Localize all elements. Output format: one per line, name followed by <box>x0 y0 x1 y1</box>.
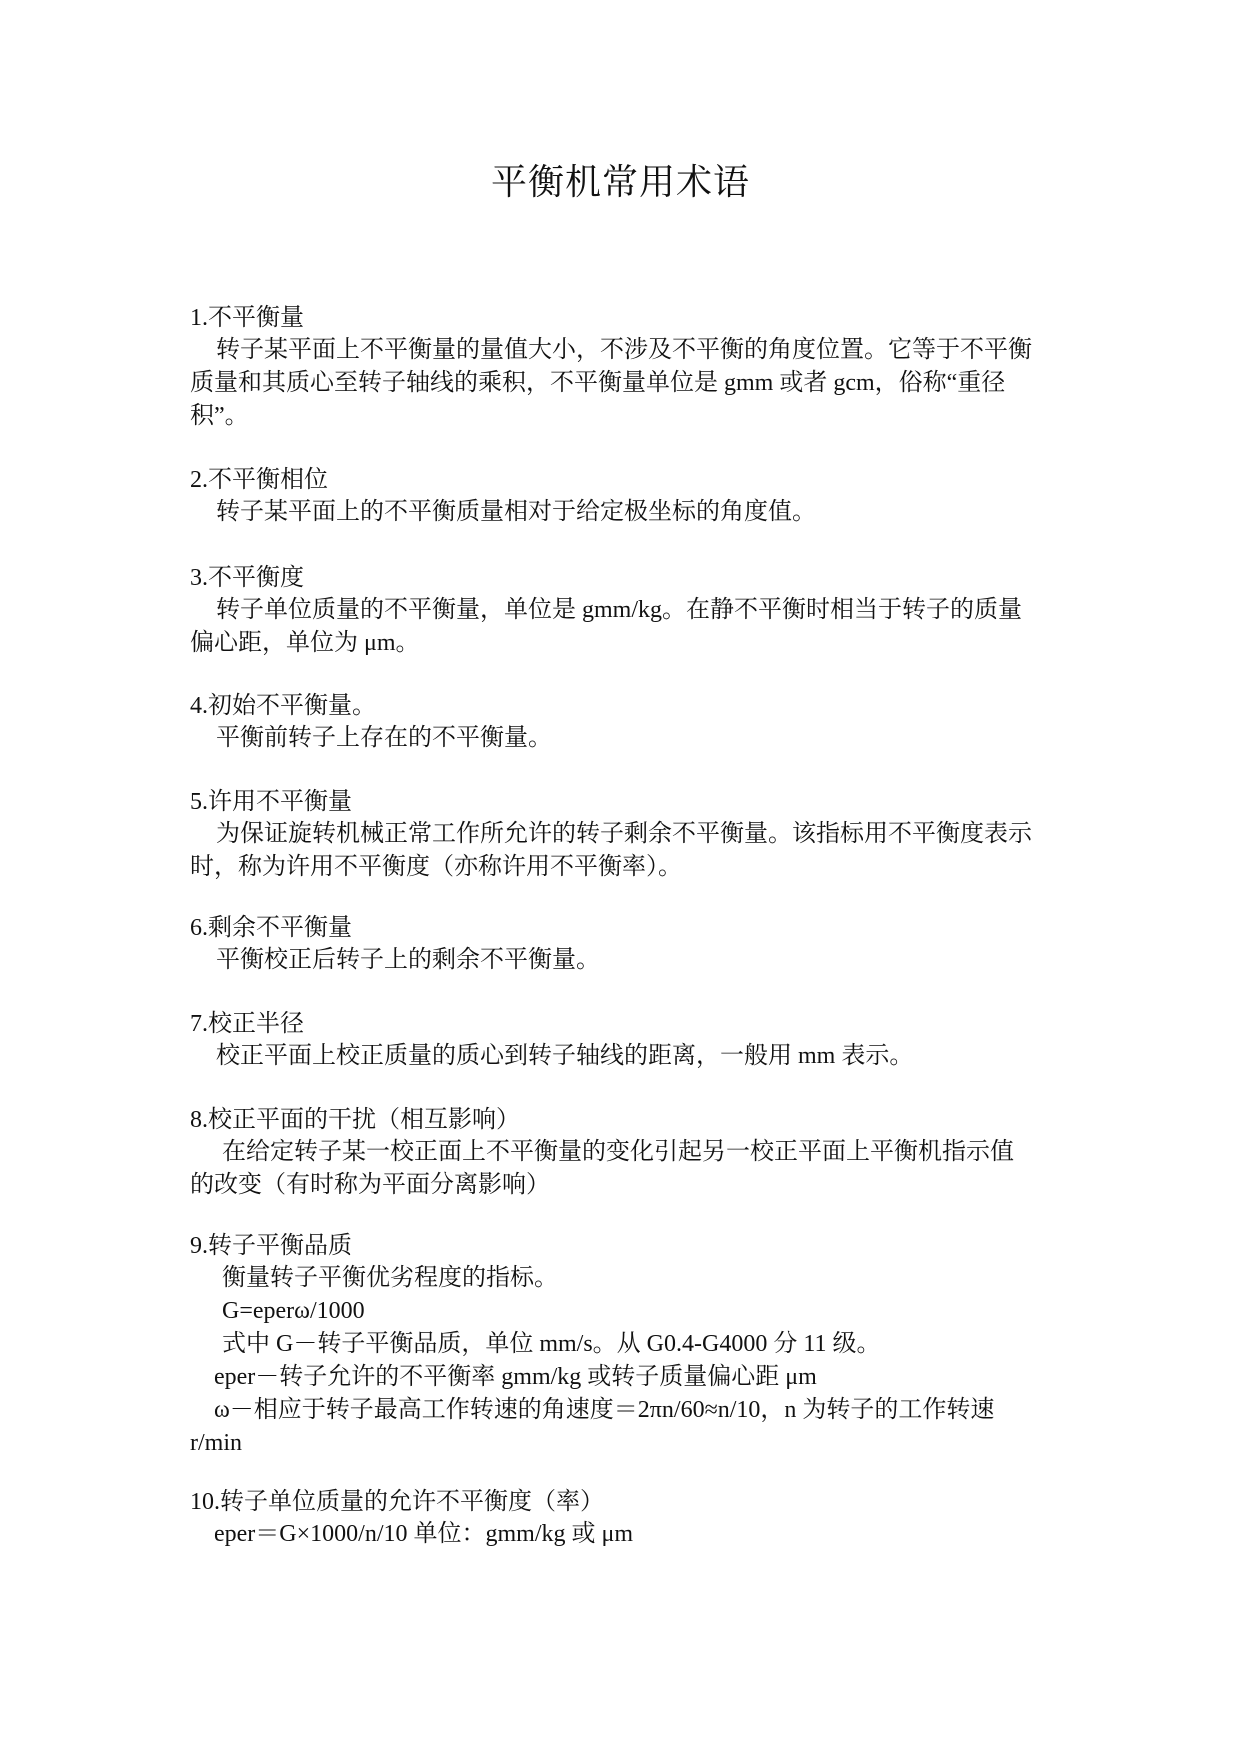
term-body-line: 质量和其质心至转子轴线的乘积，不平衡量单位是 gmm 或者 gcm，俗称“重径 <box>190 370 1006 396</box>
term-heading: 8.校正平面的干扰（相互影响） <box>190 1107 520 1133</box>
term-body-line: 在给定转子某一校正面上不平衡量的变化引起另一校正平面上平衡机指示值 <box>222 1139 1014 1165</box>
term-heading: 9.转子平衡品质 <box>190 1233 352 1259</box>
term-heading: 5.许用不平衡量 <box>190 789 352 815</box>
term-section-8 <box>190 1104 1070 1202</box>
formula-line: eper＝G×1000/n/10 单位：gmm/kg 或 μm <box>214 1521 634 1547</box>
term-body-line: eper－转子允许的不平衡率 gmm/kg 或转子质量偏心距 μm <box>214 1364 817 1390</box>
term-body-line: 时，称为许用不平衡度（亦称许用不平衡率）。 <box>190 854 682 880</box>
term-body-line: 衡量转子平衡优劣程度的指标。 <box>222 1265 558 1291</box>
term-section-10 <box>190 1486 1070 1551</box>
term-heading: 3.不平衡度 <box>190 565 304 591</box>
term-body-line: 积”。 <box>190 403 249 429</box>
term-body-line: r/min <box>190 1430 242 1456</box>
term-body-line: 转子单位质量的不平衡量，单位是 gmm/kg。在静不平衡时相当于转子的质量 <box>216 597 1023 623</box>
term-heading: 6.剩余不平衡量 <box>190 915 352 941</box>
term-section-9 <box>190 1230 1070 1460</box>
term-body-line: 式中 G－转子平衡品质，单位 mm/s。从 G0.4-G4000 分 11 级。 <box>222 1331 881 1357</box>
term-section-4 <box>190 690 1070 755</box>
term-heading: 4.初始不平衡量。 <box>190 693 376 719</box>
term-body-line: 转子某平面上不平衡量的量值大小，不涉及不平衡的角度位置。它等于不平衡 <box>216 337 1032 363</box>
term-body-line: ω－相应于转子最高工作转速的角速度＝2πn/60≈n/10，n 为转子的工作转速 <box>214 1397 995 1423</box>
term-section-5 <box>190 786 1070 884</box>
term-body-line: 偏心距，单位为 μm。 <box>190 630 420 656</box>
term-heading: 7.校正半径 <box>190 1011 304 1037</box>
term-section-6 <box>190 912 1070 977</box>
term-body-line: 为保证旋转机械正常工作所允许的转子剩余不平衡量。该指标用不平衡度表示 <box>216 821 1032 847</box>
term-heading: 1.不平衡量 <box>190 305 304 331</box>
term-body-line: 转子某平面上的不平衡质量相对于给定极坐标的角度值。 <box>216 499 816 525</box>
document-title: 平衡机常用术语 <box>490 162 750 202</box>
term-body-line: 的改变（有时称为平面分离影响） <box>190 1172 550 1198</box>
term-heading: 10.转子单位质量的允许不平衡度（率） <box>190 1489 604 1515</box>
term-body-line: 平衡校正后转子上的剩余不平衡量。 <box>216 947 600 973</box>
term-section-3 <box>190 562 1070 660</box>
term-section-2 <box>190 464 1070 529</box>
term-heading: 2.不平衡相位 <box>190 467 328 493</box>
term-body-line: 平衡前转子上存在的不平衡量。 <box>216 725 552 751</box>
term-section-7 <box>190 1008 1070 1073</box>
term-section-1 <box>190 302 1070 433</box>
term-body-line: 校正平面上校正质量的质心到转子轴线的距离，一般用 mm 表示。 <box>216 1043 914 1069</box>
formula-line: G=eperω/1000 <box>222 1298 365 1324</box>
